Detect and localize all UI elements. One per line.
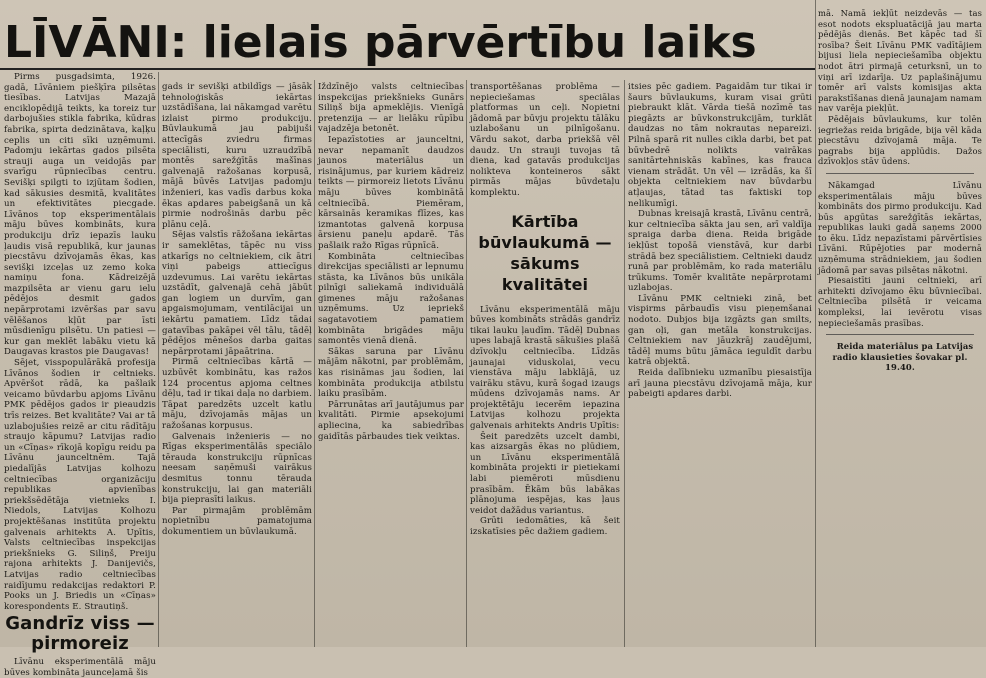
paragraph: Līvānu eksperimentālā māju būves kombināta jaunceļamā šis bbox=[4, 657, 156, 678]
paragraph: Iepazīstoties ar jaunceltni, nevar nepamanīt daudzos jaunos materiālus un risinājumus, par kuriem kādreiz teikts — pirmoreiz lietots Līvānu māju būves kombinātā celtniecībā. Piemēram, kārsainās keramikas flīzes, kas izmantotas galvenā korpusa ārsienu paneļu apdarē. Tās pašlaik ražo Rīgas rūpnīcā. bbox=[318, 134, 464, 251]
headline-rule bbox=[0, 68, 815, 70]
article-column-6 bbox=[818, 8, 982, 647]
paragraph: Piesaistīti jauni celtnieki, arī arhitekti dzīvojamo ēku būvniecībai. Celtniecība pilsētā ir veicama kompleksi, lai ievērotu visas nepieciešamās prasības. bbox=[818, 275, 982, 328]
paragraph: Sākas saruna par Līvānu mājām nākotni, par problēmām, kas risināmas jau šodien, lai kombināta produkcija atbilstu laiku prasībām. bbox=[318, 346, 464, 400]
paragraph: itsies pēc gadiem. Pagaidām tur tikai ir šaurs būvlaukums, kuram visai grūti piebraukt klāt. Vārda tiešā nozīmē tas piegāzts ar būvkonstrukcijām, turklāt daudzas no tām nokrautas nepareizi. Pilnā sparā rit nulles cikla darbi, bet pat būvbedrē nolikts vairākas sanitārtehniskās kabīnes, kas frauca vienam strādāt. Un vēl — izrādās, ka šī objekta celtniekiem nav būvdarbu atļaujas, tātad tas faktiski top nelikumīgi. bbox=[628, 82, 812, 209]
paragraph: Galvenais inženieris — no Rīgas eksperimentālās speciālo tērauda konstrukciju rūpnīcas neesam saņēmuši vairākus desmitus tonnu tērauda konstrukciju, lai gan materiāli bija pieprasīti laikus. bbox=[162, 431, 312, 506]
section-divider bbox=[826, 334, 974, 335]
radio-note: Reida materiālus pa Latvijas radio klausieties šovakar pl. 19.40. bbox=[832, 341, 974, 373]
paragraph: Šeit paredzēts uzcelt dambi, kas aizsargās ēkas no plūdiem, un Līvānu eksperimentālā kombināta projekti ir pietiekami labi piemēroti mūsdienu prasībām. Ēkām būs labākas plānojuma iespējas, kas ļaus veidot dažādus variantus. bbox=[470, 431, 620, 516]
column-divider bbox=[815, 0, 816, 647]
paragraph: Pārrunātas arī jautājumus par kvalitāti. Pirmie apsekojumi apliecina, ka sabiedrības gaidītās pārbaudes tiek veiktas. bbox=[318, 399, 464, 442]
paragraph: Nākamgad Līvānu eksperimentālais māju būves kombināts dos pirmo produkciju. Kad būs apgūtas sarežģītās iekārtas, republikas lauki gadā saņems 2000 to ēku. Līdz nepazīstami pārvērtīsies Līvāni. Rūpējoties par modernā uzņēmuma strādniekiem, jau šodien jādomā par savas pilsētas nākotni. bbox=[818, 179, 982, 275]
article-column-4 bbox=[470, 82, 620, 647]
section-divider bbox=[826, 173, 974, 174]
article-column-2 bbox=[162, 82, 312, 647]
article-column-5 bbox=[628, 82, 812, 647]
paragraph: Līvānu eksperimentālā māju būves kombināts strādās gandrīz tikai lauku ļaudīm. Tādēļ Dubnas upes labajā krastā sākušies plašā dzīvokļu celtniecība. Līdzās jaunajai viduskolai, vecu vienstāva māju labklājā, uz vairāku stāvu, kurā šogad izaugs mūdens dzīvojamās nams. Ar projektētāju iecerēm iepazina Latvijas kolhozu projekta galvenais arhitekts Andris Upītis: bbox=[470, 304, 620, 432]
article-column-1 bbox=[4, 72, 156, 678]
paragraph: Sējet, visspopulārākā profesija Līvānos šodien ir celtnieks. Apvēršot rādā, ka pašlaik veicamo būvdarbu apjoms Līvānu PMK pēdējos gados ir pieaudzis trīs reizes. Bet kvalitāte? Vai ar tā uzlabojušies reizē ar citu rādītāju straujo kāpumu? Latvijas radio un «Cīņas» rīkojā kopīgu reidu pa Līvānu jaunceltnēm. Tajā piedalījās Latvijas kolhozu celtniecības organizāciju republikas apvienības priekšsēdētāja vietnieks I. Niedols, Latvijas Kolhozu projektēšanas institūta projektu galvenais arhitekts A. Upītis, Valsts celtniecības inspekcijas priekšnieks G. Siliņš, Preiju rajona arhitekts J. Danijevičs, Latvijas radio celtniecības raidījumu redakcijas redaktori P. Pooks un J. Briedis un «Cīņas» korespondents E. Strautiņš. bbox=[4, 358, 156, 612]
article-column-3 bbox=[318, 82, 464, 647]
paragraph: Pirmā celtniecības kārtā — uzbūvēt kombinātu, kas ražos 124 procentus apjoma celtnes dēļu, tad ir tikai daļa no darbiem. Tāpat paredzēts uzcelt katlu māju, dzīvojamās mājas un ražošanas korpusus. bbox=[162, 357, 312, 431]
paragraph: Reida dalībnieku uzmanību piesaistīja arī jauna piecstāvu dzīvojamā māja, kur pabeigti apdares darbi. bbox=[628, 368, 812, 400]
column-divider bbox=[624, 80, 625, 647]
paragraph: mā. Namā iekļūt neizdevās — tas esot nodots ekspluatācijā jau marta pēdējās dienās. Bet kāpēc tad šī rosība? Šeit Līvānu PMK vadītājiem bijusi liela nepieciešamība objektu nodot ātri pirmajā ceturksnī, un to viņi arī izdarīja. Uz paplašinājumu tomēr arī valsts komisijas akta parakstīšanas dienā jaunajam namam nav varēja piekļūt. bbox=[818, 8, 982, 114]
paragraph: gads ir sevišķi atbildīgs — jāsāk tehnoloģiskās iekārtas uzstādīšana, lai nākamgad varētu izlaist pirmo produkciju. Būvlaukumā jau pabijuši attecīgās zviedru firmas speciālisti, kuru uzraudzībā montēs sarežģītās mašīnas galvenajā ražošanas korpusā, mājā būvēs Latvijas padomju inženieri, kas vadīs darbus koka ēkas apdares pabeigšanā un kā pirmie nodrošinās darbu pēc plānu ceļā. bbox=[162, 82, 312, 230]
column-divider bbox=[314, 80, 315, 647]
paragraph: Par pirmajām problēmām nopietnību pamatojuma dokumentiem un būvlaukumā. bbox=[162, 505, 312, 537]
paragraph: Līvānu PMK celtnieki zinā, bet vispirms pārbaudīs visu pieņemšanai nodoto. Dubjos bija izgāzts gan smilts, gan oļi, gan metāla konstrukcijas. Celtniekiem nav jāuzkrāj zaudējumi, tādēļ mums būtu jāmāca ieguldīt darbu katrā objektā. bbox=[628, 293, 812, 368]
paragraph: transportēšanas problēma — nepieciešamas speciālas platformas un ceļi. Nopietni jādomā par būvju projektu tālāku uzlabošanu un pilnīgošanu. Vārdu sakot, darba priekšā vēl daudz. Un strauji tuvojas tā diena, kad gatavās produkcijas nolikteva konteineros sākt pirmās mājas būvdetaļu komplektu. bbox=[470, 82, 620, 198]
paragraph: Pēdējais būvlaukums, kur tolēn iegriežas reida brigāde, bija vēl kāda piecstāvu dzīvojamā māja. Te pagrabs bija applūdis. Dažos dzīvokļos stāv ūdens. bbox=[818, 113, 982, 167]
paragraph: Kombināta celtniecības direkcijas speciālisti ar lepnumu stāsta, ka Līvānos būs unikāla pilnīgi saliekamā individuālā gimenes māju ražošanas uzņēmums. Uz iepriekš sagatavotiem pamatiem kombināta brigādes māju samontēs vienā dienā. bbox=[318, 251, 464, 347]
column-divider bbox=[158, 72, 159, 647]
paragraph: Grūti iedomāties, kā šeit izskatīsies pēc dažiem gadiem. bbox=[470, 516, 620, 537]
paragraph: Dubnas kreisajā krastā, Līvānu centrā, kur celtniecība sākta jau sen, arī valdīja spraiga darba diena. Reida brigāde iekļūst topošā vienstāvā, kur darbi strādā bez speciālistiem. Celtnieki daudz runā par problēmām, ko rada materiālu trūkums. Tomēr kvalitāte nepārprotami uzlabojas. bbox=[628, 209, 812, 294]
headline: LĪVĀNI: lielais pārvērtību laiks bbox=[4, 17, 757, 68]
paragraph: Sējas valstīs rāžošana iekārtas ir sameklētas, tāpēc nu viss atkarīgs no celtniekiem, cik ātri viņi pabeigs attiecīgus uzdevumus. Lai varētu iekārtas uzstādīt, galvenajā cehā jābūt gan logiem un durvīm, gan apgaismojumam, ventilācijai un iekārtu pamatiem. Līdz tādai gatavības pakāpei vēl tālu, tādēļ pēdējos mēnešos darba gaitas nepārprotami jāpaātrina. bbox=[162, 230, 312, 357]
subheading-kartiba-buvlaukuma: Kārtība būvlaukumā — sākums kvalitātei bbox=[478, 211, 612, 294]
paragraph: Pirms pusgadsimta, 1926. gadā, Līvāniem piešķīra pilsētas tiesības. Latvijas Mazajā enciklopēdijā teikts, ka toreiz tur darbojušies stikla fabrika, kūdras fabrika, spirta dedzinātava, kaļķu ceplis un citi sīki uzņēmumi. Padomju iekārtas gados pilsēta strauji auga un veidojās par svarīgu rūpniecības centru. Sevišķi spilgti to izjūtam šodien, kad sākusies desmitā, kvalitātes un efektivitātes piecgade. Līvānos top eksperimentālais māju būves kombināts, kura produkciju drīz iepazīs lauku ļaudis visā republikā, kur jaunas piecstāvu dzīvojamās ēkas, kas sevišķi izceļas uz zemo koka namiņu fona. Kādreizējā mazpilsēta ar vienu garu ielu pēdējos desmit gados nepārprotami izvēršas par savu vēlēšanos kļūt par īsti mūsdienīgu pilsētu. Un patiesi — kur gan meklēt labāku vietu kā Daugavas krastos pie Daugavas! bbox=[4, 72, 156, 358]
paragraph: Iždzīnējo valsts celtniecības inspekcijas priekšnieks Gunārs Siliņš bija apmeklējis. Vienīgā pretenzija — ar lielāku rūpību vajadzēja betonēt. bbox=[318, 82, 464, 135]
column-divider bbox=[466, 80, 467, 647]
subheading-gandriz-viss: Gandrīz viss — pirmoreiz bbox=[5, 613, 155, 655]
